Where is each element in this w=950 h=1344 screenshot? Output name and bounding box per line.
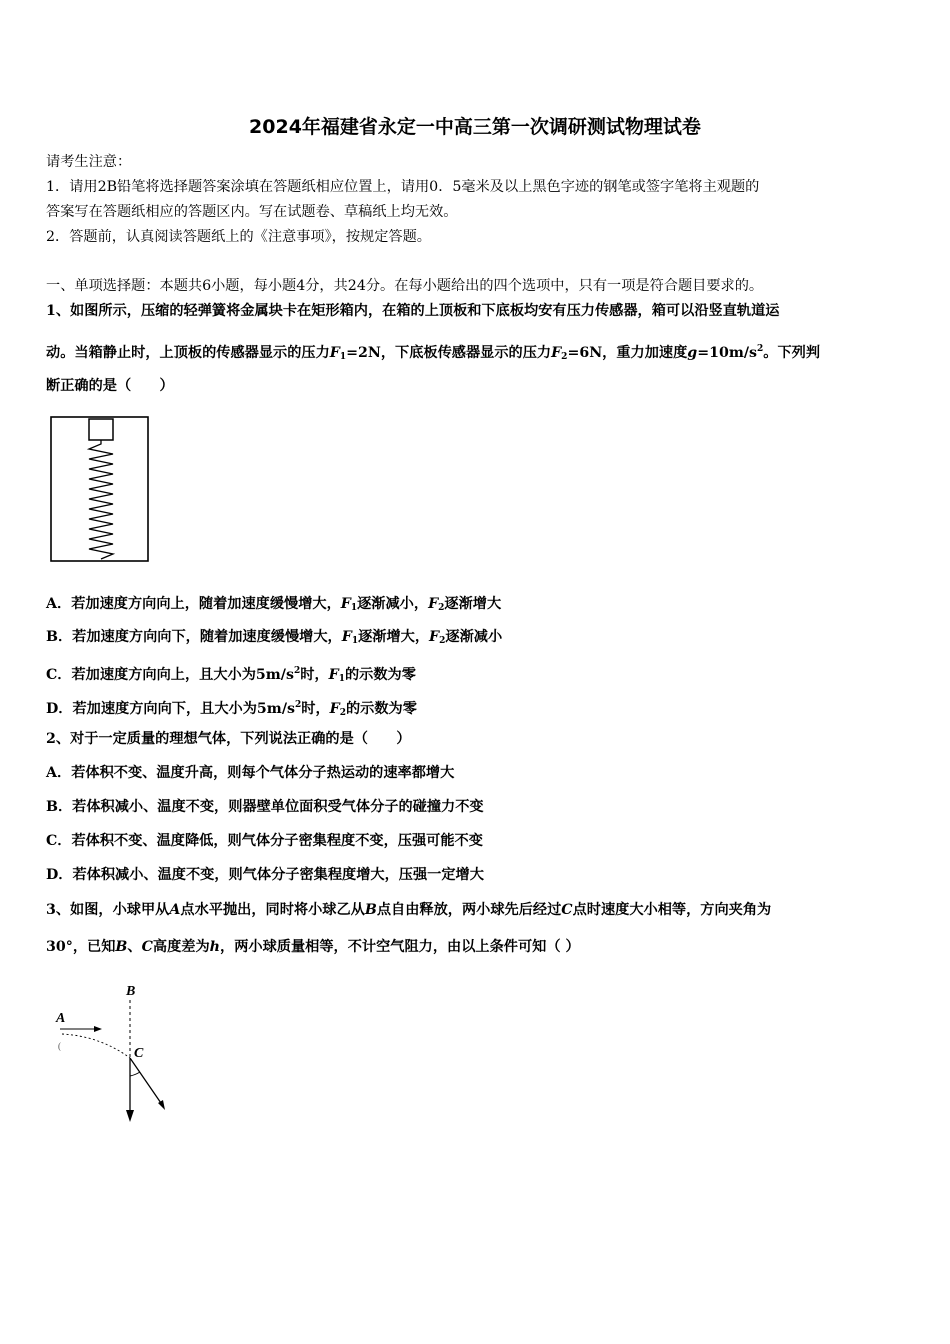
metal-block [89,419,113,440]
q1-stem-line-3: 断正确的是（ ） [46,378,174,394]
notice-line-2: 答案写在答题纸相应的答题区内。写在试题卷、草稿纸上均无效。 [46,204,458,220]
notice-heading: 请考生注意： [46,154,132,170]
projectile-figure [50,978,180,1128]
notice-line-1: 1．请用2B铅笔将选择题答案涂填在答题纸相应位置上，请用0．5毫米及以上黑色字迹的钢笔或签字笔将主观题的 [46,179,760,195]
mark-decoration: ( [58,1041,61,1051]
label-c: C [134,1046,144,1061]
spring-coil [89,440,113,559]
q3-stem-line-2: 30°，已知B、C高度差为h，两小球质量相等，不计空气阻力，由以上条件可知（ ） [46,939,580,955]
q3-stem-line-1: 3、如图，小球甲从A点水平抛出，同时将小球乙从B点自由释放，两小球先后经过C点时速度大小相等，方向夹角为 [46,902,772,918]
velocity-oblique-line [130,1058,163,1106]
q1-option-d: D．若加速度方向向下，且大小为$5m/s^2$时，$F_2$的示数为零 [46,700,417,718]
q1-option-a: A．若加速度方向向上，随着加速度缓慢增大，$F_1$逐渐减小，$F_2$逐渐增大 [46,596,502,613]
q1-stem-line-2: 动。当箱静止时，上顶板的传感器显示的压力$F_1=2N$，下底板传感器显示的压力$F_2=6N$，重力加速度$g=10m/s^2$。下列判 [46,344,821,362]
velocity-oblique-arrowhead [158,1100,165,1110]
page-title: 2024年福建省永定一中高三第一次调研测试物理试卷 [249,116,701,138]
notice-line-3: 2．答题前，认真阅读答题纸上的《注意事项》，按规定答题。 [46,229,431,245]
q1-option-b: B．若加速度方向向下，随着加速度缓慢增大，$F_1$逐渐增大，$F_2$逐渐减小 [46,629,503,646]
q2-option-c: C．若体积不变、温度降低，则气体分子密集程度不变，压强可能不变 [46,833,483,849]
angle-arc [130,1072,140,1076]
spring-box-figure [48,414,152,564]
q1-option-c: C．若加速度方向向上，且大小为$5m/s^2$时，$F_1$的示数为零 [46,666,416,684]
label-b: B [126,984,136,999]
projectile-path [62,1034,130,1058]
q2-option-a: A．若体积不变、温度升高，则每个气体分子热运动的速率都增大 [46,765,455,781]
velocity-vertical-arrowhead [126,1110,134,1122]
q1-stem-line-1: 1、如图所示，压缩的轻弹簧将金属块卡在矩形箱内，在箱的上顶板和下底板均安有压力传感器，箱可以沿竖直轨道运 [46,303,780,319]
q2-stem: 2、对于一定质量的理想气体，下列说法正确的是（ ） [46,731,411,747]
horizontal-velocity-arrowhead [94,1026,102,1032]
section-heading: 一、单项选择题：本题共6小题，每小题4分，共24分。在每小题给出的四个选项中，只有一项是符合题目要求的。 [46,278,764,294]
q2-option-b: B．若体积减小、温度不变，则器壁单位面积受气体分子的碰撞力不变 [46,799,484,815]
q2-option-d: D．若体积减小、温度不变，则气体分子密集程度增大，压强一定增大 [46,867,484,883]
label-a: A [56,1011,66,1026]
